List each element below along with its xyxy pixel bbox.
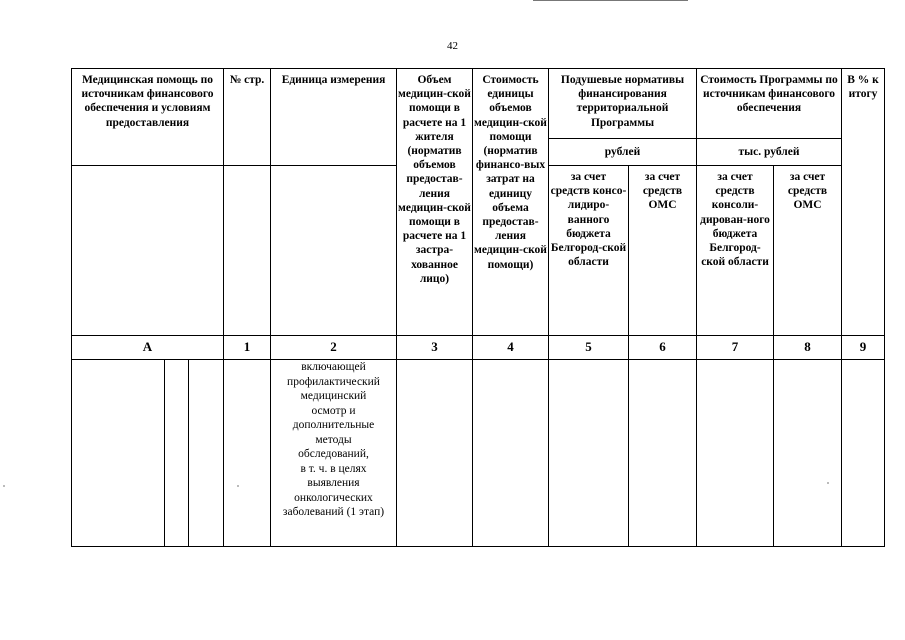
cell-4 xyxy=(473,360,549,547)
header-program-cost: Стоимость Программы по источникам финансового обеспечения xyxy=(697,69,842,139)
cell-a-sub-1 xyxy=(72,360,165,546)
unit-line: в т. ч. в целях xyxy=(300,462,367,475)
cell-9 xyxy=(842,360,885,547)
header-oms-cost: за счет средств ОМС xyxy=(774,166,842,336)
header-percent: В % к итогу xyxy=(842,69,885,336)
header-thousand-rubles: тыс. рублей xyxy=(697,139,842,166)
col-num-6: 6 xyxy=(629,336,697,360)
header-regional-budget: за счет средств консо-лидиро-ванного бюджета Белгород-ской области xyxy=(549,166,629,336)
cell-5 xyxy=(549,360,629,547)
cell-6 xyxy=(629,360,697,547)
unit-line: методы xyxy=(315,433,352,446)
header-per-capita: Подушевые нормативы финансирования территориальной Программы xyxy=(549,69,697,139)
cell-a-sub-2 xyxy=(165,360,189,546)
unit-line: онкологических xyxy=(294,491,373,504)
scan-speck xyxy=(3,485,5,487)
col-num-2: 2 xyxy=(271,336,397,360)
col-num-9: 9 xyxy=(842,336,885,360)
col-num-3: 3 xyxy=(397,336,473,360)
cell-a-sub-3 xyxy=(189,360,223,546)
numbering-row xyxy=(72,336,885,360)
header-2-cont xyxy=(271,166,397,336)
header-unit-cost: Стоимость единицы объемов медицин-ской помощи (норматив финансо-вых затрат на единицу объема предостав-ления медицин-ской помощи) xyxy=(473,69,549,336)
header-1-cont xyxy=(224,166,271,336)
cell-7 xyxy=(697,360,774,547)
cell-8 xyxy=(774,360,842,547)
col-num-5: 5 xyxy=(549,336,629,360)
cell-a xyxy=(72,360,224,547)
unit-line: осмотр и xyxy=(311,404,356,417)
financing-table xyxy=(71,68,884,547)
col-num-7: 7 xyxy=(697,336,774,360)
unit-line: дополнительные xyxy=(292,419,375,431)
table xyxy=(71,68,885,547)
col-num-a: А xyxy=(72,336,224,360)
scan-speck xyxy=(827,482,829,484)
top-rule xyxy=(533,0,688,1)
cell-1 xyxy=(224,360,271,547)
header-medical-care: Медицинская помощь по источникам финансового обеспечения и условиям предоставления xyxy=(72,69,224,166)
header-volume: Объем медицин-ской помощи в расчете на 1 жителя (норматив объемов предостав-ления медицин-ской помощи в расчете на 1 застра-хованное лицо) xyxy=(397,69,473,336)
cell-3 xyxy=(397,360,473,547)
header-unit: Единица измерения xyxy=(271,69,397,166)
col-num-4: 4 xyxy=(473,336,549,360)
header-regional-budget-cost: за счет средств консоли-дирован-ного бюджета Белгород-ской области xyxy=(697,166,774,336)
unit-line: заболеваний (1 этап) xyxy=(282,506,385,518)
cell-a-subcolumns xyxy=(72,360,223,546)
unit-line: выявления xyxy=(307,477,360,489)
page-number: 42 xyxy=(447,40,458,52)
cell-unit xyxy=(271,360,397,547)
col-num-1: 1 xyxy=(224,336,271,360)
unit-line: обследований, xyxy=(298,448,369,460)
header-rubles: рублей xyxy=(549,139,697,166)
scan-speck xyxy=(237,485,239,487)
header-oms: за счет средств ОМС xyxy=(629,166,697,336)
table-row xyxy=(72,360,885,547)
col-num-8: 8 xyxy=(774,336,842,360)
unit-line: медицинский xyxy=(300,390,367,402)
header-row-number: № стр. xyxy=(224,69,271,166)
header-a-cont xyxy=(72,166,224,336)
unit-line: включающей xyxy=(301,361,366,373)
unit-line: профилактический xyxy=(287,375,380,388)
